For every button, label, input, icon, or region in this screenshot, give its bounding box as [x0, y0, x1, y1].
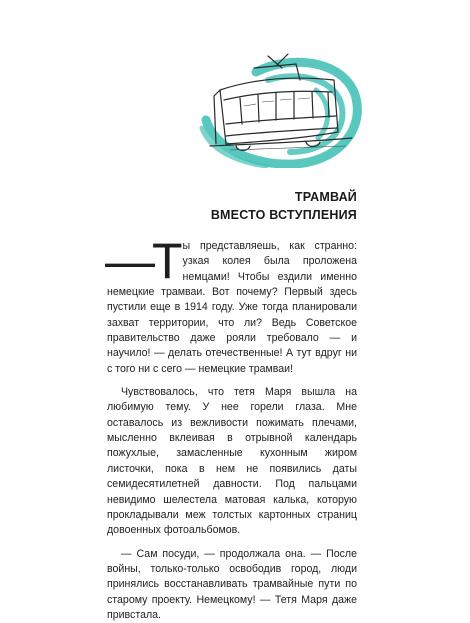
paragraph — [105, 233, 357, 377]
chapter-title: ТРАМВАЙ — [294, 190, 357, 204]
tram-illustration — [196, 50, 362, 168]
tram-sketch-icon — [196, 50, 362, 168]
paragraph-text: ы представляешь, как странно: узкая колея была проложена немцами! Чтобы ездили именно немецкие трамваи. Вот почему? Первый здесь пустили еще в 1914 году. Уже тогда планировали захват территории, что ли? Ведь Советское правительство даже рояли требовало — и научило! — делать отечественные! А тут вдруг ни с того ни с сего — немецкие трамваи! — [107, 240, 357, 375]
drop-cap: —Т — [105, 233, 180, 289]
paragraph: — Сам посуди, — продолжала она. — После войны, только-только освободив город, люди принялись восстанавливать трамвайные пути по старому проекту. Немецкому! — Тетя Маря даже привстала. — [107, 547, 357, 621]
chapter-subtitle: ВМЕСТО ВСТУПЛЕНИЯ — [210, 208, 357, 222]
body-text — [105, 233, 357, 623]
paragraph: Чувствовалось, что тетя Маря вышла на любимую тему. У нее горели глаза. Мне оставалось из вежливости пожимать плечами, мысленно вклеивая в отрывной календарь пожухлые, замасленные кухонным жиром листочки, пока в нем не появились даты семидесятилетней давности. Под пальцами невидимо шелестела матовая калька, которую прокладывали меж толстых картонных страниц довоенных фотоальбомов. — [107, 386, 357, 537]
chapter-heading — [211, 188, 357, 224]
